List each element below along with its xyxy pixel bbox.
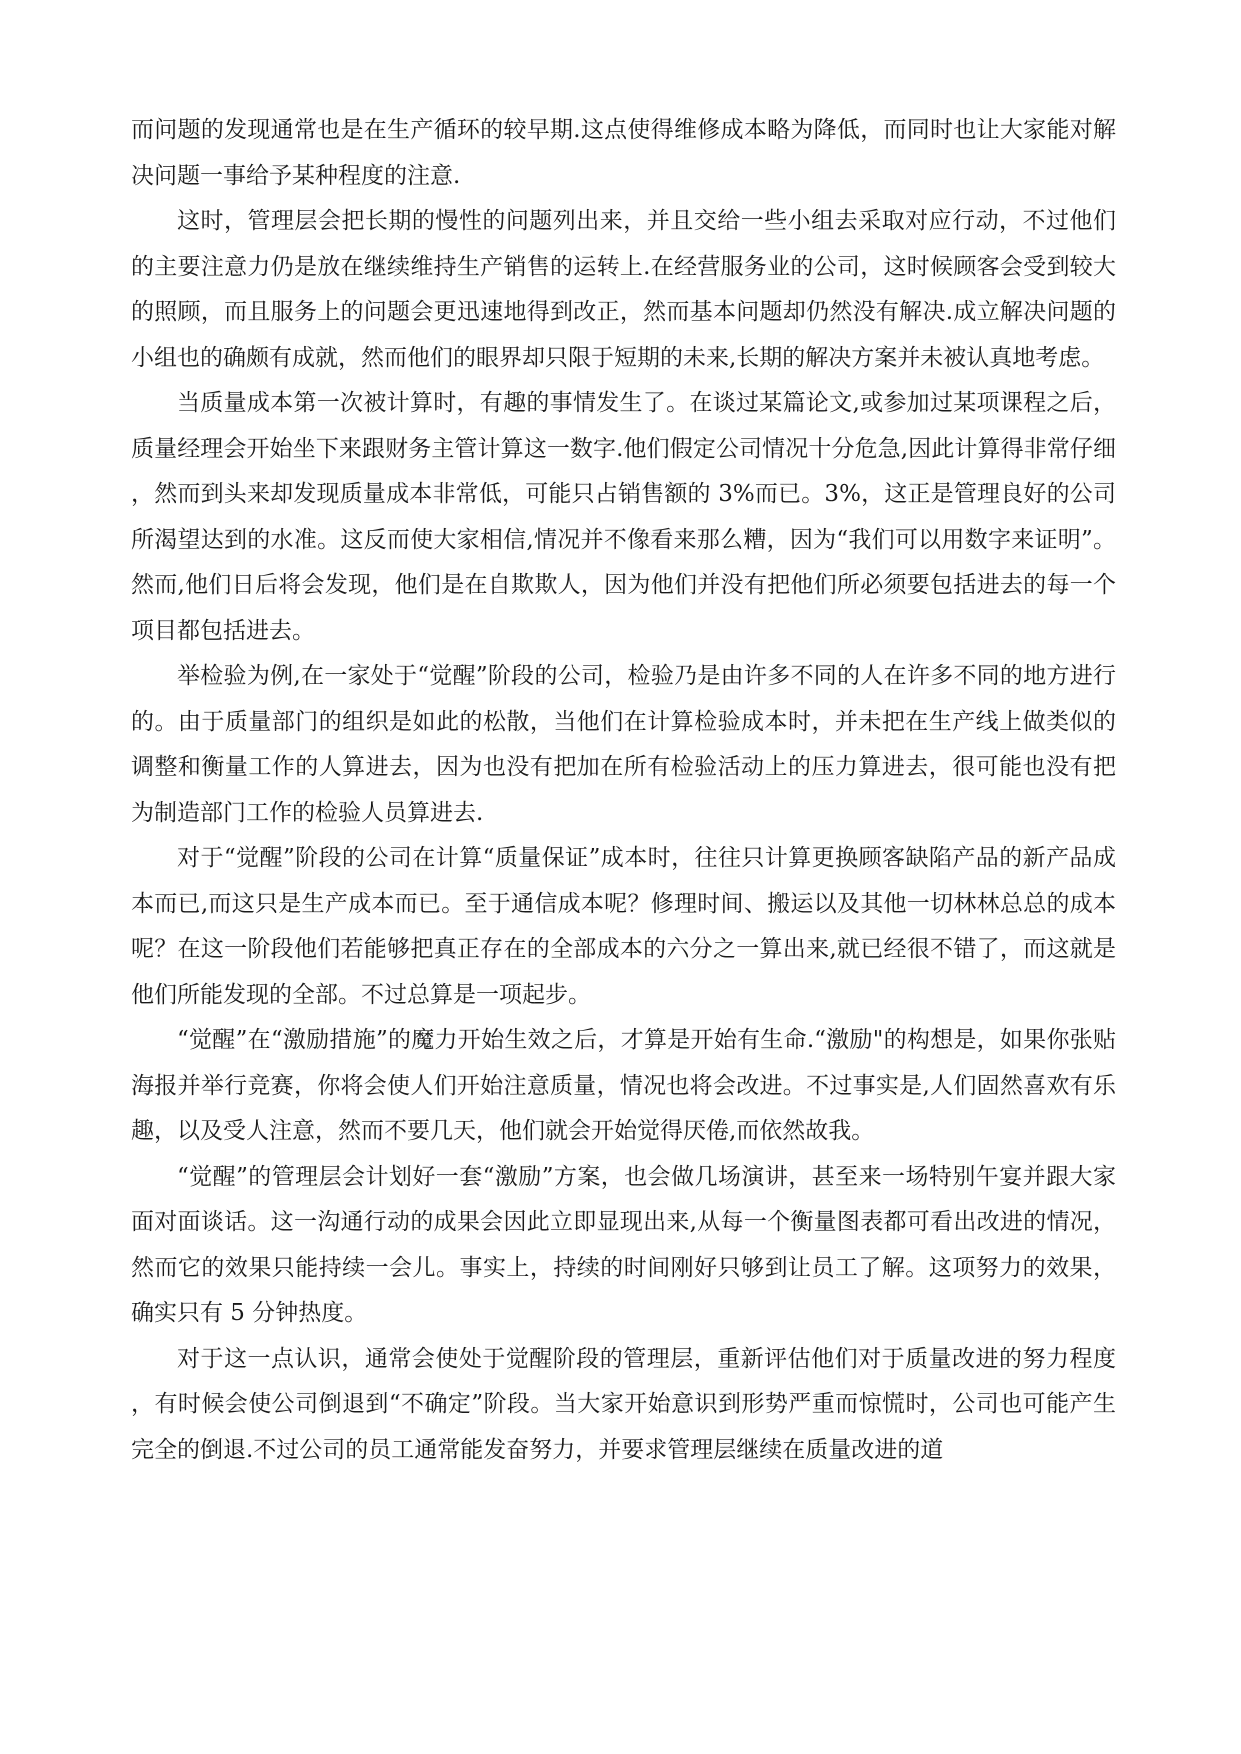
paragraph-3: 当质量成本第一次被计算时，有趣的事情发生了。在谈过某篇论文,或参加过某项课程之后，质量经理会开始坐下来跟财务主管计算这一数字.他们假定公司情况十分危急,因此计算得非常仔细，然而到头来却发现质量成本非常低，可能只占销售额的 3%而已。3%，这正是管理良好的公司所渴望达到的水准。这反而使大家相信,情况并不像看来那么糟，因为“我们可以用数字来证明”。然而,他们日后将会发现，他们是在自欺欺人，因为他们并没有把他们所必须要包括进去的每一个项目都包括进去。 [131,390,1116,644]
paragraph-5: 对于“觉醒”阶段的公司在计算“质量保证”成本时，往往只计算更换顾客缺陷产品的新产品成本而已,而这只是生产成本而已。至于通信成本呢？修理时间、搬运以及其他一切林林总总的成本呢？在这一阶段他们若能够把真正存在的全部成本的六分之一算出来,就已经很不错了，而这就是他们所能发现的全部。不过总算是一项起步。 [131,845,1116,1008]
paragraph-2: 这时，管理层会把长期的慢性的问题列出来，并且交给一些小组去采取对应行动，不过他们的主要注意力仍是放在继续维持生产销售的运转上.在经营服务业的公司，这时候顾客会受到较大的照顾，而且服务上的问题会更迅速地得到改正，然而基本问题却仍然没有解决.成立解决问题的小组也的确颇有成就，然而他们的眼界却只限于短期的未来,长期的解决方案并未被认真地考虑。 [131,208,1116,371]
paragraph-8: 对于这一点认识，通常会使处于觉醒阶段的管理层，重新评估他们对于质量改进的努力程度，有时候会使公司倒退到“不确定”阶段。当大家开始意识到形势严重而惊慌时，公司也可能产生完全的倒退.不过公司的员工通常能发奋努力，并要求管理层继续在质量改进的道 [131,1345,1116,1463]
body-text [131,108,1116,1473]
paragraph-1: 而问题的发现通常也是在生产循环的较早期.这点使得维修成本略为降低，而同时也让大家能对解决问题一事给予某种程度的注意. [131,117,1116,189]
paragraph-7: “觉醒”的管理层会计划好一套“激励”方案，也会做几场演讲，甚至来一场特别午宴并跟大家面对面谈话。这一沟通行动的成果会因此立即显现出来,从每一个衡量图表都可看出改进的情况，然而它的效果只能持续一会儿。事实上，持续的时间刚好只够到让员工了解。这项努力的效果，确实只有 5 分钟热度。 [131,1163,1116,1326]
paragraph-6: “觉醒”在“激励措施”的魔力开始生效之后，才算是开始有生命.“激励"的构想是，如果你张贴海报并举行竞赛，你将会使人们开始注意质量，情况也将会改进。不过事实是,人们固然喜欢有乐趣，以及受人注意，然而不要几天，他们就会开始觉得厌倦,而依然故我。 [131,1027,1116,1144]
paragraph-4: 举检验为例,在一家处于“觉醒”阶段的公司，检验乃是由许多不同的人在许多不同的地方进行的。由于质量部门的组织是如此的松散，当他们在计算检验成本时，并未把在生产线上做类似的调整和衡量工作的人算进去，因为也没有把加在所有检验活动上的压力算进去，很可能也没有把为制造部门工作的检验人员算进去. [131,663,1116,826]
